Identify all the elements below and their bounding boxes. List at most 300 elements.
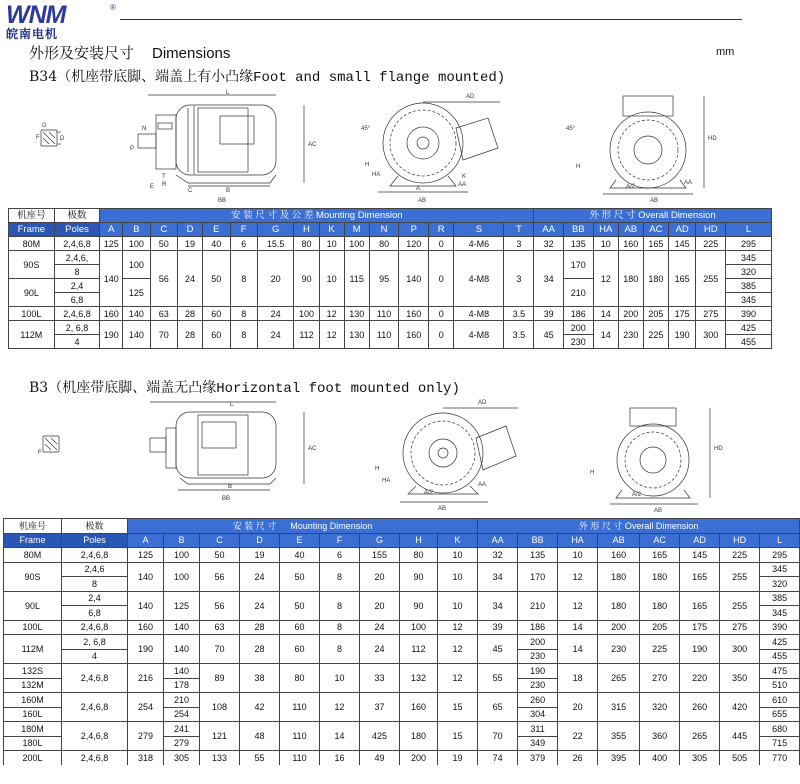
value-b: 140: [123, 321, 150, 349]
value-ad: 175: [668, 307, 695, 321]
row-90s-a: [9, 251, 772, 265]
frame-cell: 90L: [9, 279, 55, 307]
label-c: C: [188, 188, 193, 194]
poles-cell: 8: [62, 577, 128, 592]
value-l: 345: [760, 606, 800, 621]
value-g: 33: [360, 664, 400, 693]
value-aa: 32: [534, 237, 564, 251]
label-ad-b3: AD: [478, 400, 487, 406]
value-ac: 360: [640, 722, 680, 751]
row-160m-a: [4, 693, 800, 708]
value-g: 37: [360, 693, 400, 722]
value-bb: 304: [518, 707, 558, 722]
header-col-ab: AB: [598, 533, 640, 548]
value-a: 216: [128, 664, 164, 693]
value-l: 385: [726, 279, 772, 293]
value-m: 130: [344, 307, 369, 321]
value-c: 56: [200, 562, 240, 591]
value-e: 40: [280, 548, 320, 563]
b3-keyway-detail: [38, 436, 59, 456]
label-ad: AD: [466, 94, 475, 100]
header-col-c: C: [150, 223, 177, 237]
frame-cell: 90S: [9, 251, 55, 279]
value-k: 10: [438, 591, 478, 620]
value-l: 390: [760, 620, 800, 635]
value-d: 28: [240, 620, 280, 635]
value-ha: 12: [593, 251, 618, 307]
value-b: 140: [164, 635, 200, 664]
value-e: 110: [280, 751, 320, 765]
value-b: 125: [123, 279, 150, 307]
value-c: 50: [150, 237, 177, 251]
label-hd-b3: HD: [714, 446, 723, 452]
value-k: 10: [319, 237, 344, 251]
value-f: 8: [230, 307, 257, 321]
b34-front-view-top-box: [566, 96, 717, 204]
value-f: 6: [230, 237, 257, 251]
value-g: 425: [360, 722, 400, 751]
value-k: 10: [438, 562, 478, 591]
page-title-en: Dimensions: [152, 45, 231, 62]
header-col-hd: HD: [720, 533, 760, 548]
value-ac: 205: [643, 307, 668, 321]
label-h-b3-2: H: [590, 470, 595, 476]
value-ac: 180: [643, 251, 668, 307]
value-hd: 420: [720, 693, 760, 722]
label-ac-b3: AC: [308, 446, 317, 452]
value-d: 19: [240, 548, 280, 563]
value-a: 254: [128, 693, 164, 722]
header-col-d: D: [240, 533, 280, 548]
value-e: 110: [280, 722, 320, 751]
poles-cell: 2, 6,8: [54, 321, 100, 335]
value-ad: 175: [680, 620, 720, 635]
value-ha: 10: [558, 548, 598, 563]
value-aa: 65: [478, 693, 518, 722]
value-bb: 200: [563, 321, 593, 335]
header-row-2: [9, 223, 772, 237]
value-l: 770: [760, 751, 800, 765]
value-p: 160: [399, 321, 429, 349]
value-l: 295: [760, 548, 800, 563]
value-bb: 379: [518, 751, 558, 765]
value-aa: 45: [534, 321, 564, 349]
value-l: 455: [760, 649, 800, 664]
label-k: K: [462, 174, 467, 180]
unit-label: mm: [716, 46, 735, 58]
value-ac: 165: [640, 548, 680, 563]
poles-cell: 2,4,6,8: [54, 307, 100, 321]
header-poles-cn: 极数: [62, 519, 128, 534]
frame-cell: 80M: [4, 548, 62, 563]
label-ab-2: AB: [650, 198, 659, 204]
value-h: 100: [400, 620, 438, 635]
value-l: 610: [760, 693, 800, 708]
header-col-ad: AD: [680, 533, 720, 548]
section1-title-cn: B34（机座带底脚、端盖上有小凸缘: [29, 69, 254, 85]
header-mounting-dimension: 安 装 尺 寸 及 公 差 Mounting Dimension: [100, 209, 534, 223]
value-k: 10: [319, 251, 344, 307]
frame-cell: 160L: [4, 707, 62, 722]
value-r: 0: [429, 321, 454, 349]
value-d: 55: [240, 751, 280, 765]
value-d: 28: [240, 635, 280, 664]
header-col-m: M: [344, 223, 369, 237]
b3-drawings: [38, 398, 798, 516]
frame-cell: 132M: [4, 678, 62, 693]
value-m: 130: [344, 321, 369, 349]
value-e: 50: [280, 562, 320, 591]
frame-cell: 180M: [4, 722, 62, 737]
label-d: D: [60, 136, 65, 142]
value-k: 12: [438, 664, 478, 693]
header-col-f: F: [320, 533, 360, 548]
value-ha: 20: [558, 693, 598, 722]
header-col-a: A: [100, 223, 123, 237]
value-e: 60: [203, 307, 230, 321]
value-h: 80: [294, 237, 319, 251]
value-b: 178: [164, 678, 200, 693]
label-b-b3: B: [228, 484, 233, 490]
b34-keyway-detail: [36, 123, 65, 146]
header-col-p: P: [399, 223, 429, 237]
value-g: 15.5: [257, 237, 294, 251]
header-col-r: R: [429, 223, 454, 237]
label-a2: A/2: [626, 184, 636, 190]
header-frame: Frame: [9, 223, 55, 237]
value-h: 80: [400, 548, 438, 563]
header-col-h: H: [400, 533, 438, 548]
value-t: 3: [504, 237, 534, 251]
value-b: 140: [164, 664, 200, 679]
header-rule: [120, 19, 742, 20]
value-ad: 190: [680, 635, 720, 664]
value-hd: 350: [720, 664, 760, 693]
value-ad: 305: [680, 751, 720, 765]
label-ha-b3: HA: [382, 478, 391, 484]
row-100l: [9, 307, 772, 321]
value-c: 121: [200, 722, 240, 751]
poles-cell: 2,4,6,8: [62, 664, 128, 693]
value-a: 160: [128, 620, 164, 635]
value-hd: 255: [696, 251, 726, 307]
value-k: 15: [438, 693, 478, 722]
value-d: 24: [177, 251, 202, 307]
value-aa: 45: [478, 635, 518, 664]
value-c: 70: [200, 635, 240, 664]
value-ha: 12: [558, 591, 598, 620]
value-hd: 275: [720, 620, 760, 635]
label-l-b3: L: [230, 402, 234, 408]
header-row-2: [4, 533, 800, 548]
value-h: 100: [294, 307, 319, 321]
value-d: 19: [177, 237, 202, 251]
value-k: 12: [438, 635, 478, 664]
header-col-b: B: [123, 223, 150, 237]
label-a2-b3-2: A/2: [632, 492, 642, 498]
brand-logo: WNM: [6, 1, 66, 29]
value-d: 28: [177, 321, 202, 349]
value-e: 60: [203, 321, 230, 349]
label-aa-b3: AA: [478, 482, 487, 488]
b34-drawings: [38, 88, 798, 206]
value-aa: 55: [478, 664, 518, 693]
value-l: 425: [760, 635, 800, 650]
value-b: 100: [164, 548, 200, 563]
value-f: 8: [320, 620, 360, 635]
value-b: 305: [164, 751, 200, 765]
header-col-a: A: [128, 533, 164, 548]
value-ac: 225: [643, 321, 668, 349]
value-b: 210: [164, 693, 200, 708]
header-col-s: S: [454, 223, 504, 237]
value-bb: 349: [518, 736, 558, 751]
b34-front-view: [361, 94, 500, 204]
value-s: 4-M8: [454, 251, 504, 307]
value-ha: 14: [558, 635, 598, 664]
value-r: 0: [429, 251, 454, 307]
value-h: 180: [400, 722, 438, 751]
value-ab: 160: [598, 548, 640, 563]
value-l: 510: [760, 678, 800, 693]
value-p: 140: [399, 251, 429, 307]
label-a2-b3: A/2: [424, 490, 434, 496]
poles-cell: 6,8: [54, 293, 100, 307]
value-bb: 210: [518, 591, 558, 620]
row-132s-a: [4, 664, 800, 679]
label-f: F: [36, 135, 40, 141]
value-r: 0: [429, 307, 454, 321]
header-col-ac: AC: [640, 533, 680, 548]
value-c: 50: [200, 548, 240, 563]
value-bb: 190: [518, 664, 558, 679]
value-h: 160: [400, 693, 438, 722]
value-m: 115: [344, 251, 369, 307]
header-col-k: K: [438, 533, 478, 548]
header-col-ac: AC: [643, 223, 668, 237]
value-ac: 270: [640, 664, 680, 693]
value-aa: 74: [478, 751, 518, 765]
label-n: N: [142, 126, 147, 132]
page-title: [29, 42, 230, 63]
value-e: 80: [280, 664, 320, 693]
value-l: 345: [760, 562, 800, 577]
value-hd: 505: [720, 751, 760, 765]
poles-cell: 2,4: [54, 279, 100, 293]
value-ha: 14: [593, 321, 618, 349]
value-ad: 145: [668, 237, 695, 251]
header-col-e: E: [280, 533, 320, 548]
value-n: 80: [369, 237, 399, 251]
label-45: 45°: [361, 126, 371, 132]
label-ab-b3-2: AB: [654, 508, 663, 514]
value-l: 385: [760, 591, 800, 606]
value-g: 24: [360, 620, 400, 635]
b34-dimension-table: [8, 208, 772, 349]
value-ac: 400: [640, 751, 680, 765]
value-f: 6: [320, 548, 360, 563]
value-f: 14: [320, 722, 360, 751]
value-e: 50: [203, 251, 230, 307]
value-a: 190: [128, 635, 164, 664]
value-s: 4-M8: [454, 321, 504, 349]
value-b: 279: [164, 736, 200, 751]
header-mounting-dimension: [128, 519, 478, 534]
header-col-ha: HA: [593, 223, 618, 237]
frame-cell: 112M: [4, 635, 62, 664]
row-100l: [4, 620, 800, 635]
header-poles-cn: 极数: [54, 209, 100, 223]
value-d: 28: [177, 307, 202, 321]
value-p: 160: [399, 307, 429, 321]
label-ab-b3: AB: [438, 506, 447, 512]
header-col-aa: AA: [478, 533, 518, 548]
b3-dimension-table: [3, 518, 800, 765]
value-ac: 205: [640, 620, 680, 635]
value-f: 12: [320, 693, 360, 722]
value-ab: 160: [618, 237, 643, 251]
row-80m: [9, 237, 772, 251]
value-f: 8: [230, 321, 257, 349]
label-aa: AA: [458, 182, 467, 188]
value-e: 110: [280, 693, 320, 722]
poles-cell: 2,4: [62, 591, 128, 606]
value-s: 4-M8: [454, 307, 504, 321]
label-45-2: 45°: [566, 126, 576, 132]
value-bb: 170: [563, 251, 593, 279]
value-c: 63: [200, 620, 240, 635]
value-h: 200: [400, 751, 438, 765]
value-ad: 165: [680, 591, 720, 620]
value-k: 12: [319, 307, 344, 321]
value-hd: 225: [696, 237, 726, 251]
value-g: 24: [360, 635, 400, 664]
value-b: 100: [123, 251, 150, 279]
header-row-1: [9, 209, 772, 223]
value-c: 89: [200, 664, 240, 693]
header-col-f: F: [230, 223, 257, 237]
value-t: 3.5: [504, 321, 534, 349]
value-c: 63: [150, 307, 177, 321]
value-c: 133: [200, 751, 240, 765]
b3-front-view-top-box: [590, 408, 723, 514]
value-g: 20: [257, 251, 294, 307]
label-t: T: [162, 174, 166, 180]
row-200l: [4, 751, 800, 765]
value-h: 90: [294, 251, 319, 307]
value-h: 112: [294, 321, 319, 349]
section1-title-en: Foot and small flange mounted): [253, 70, 506, 86]
label-aa-2: AA: [684, 180, 693, 186]
header-col-g: G: [257, 223, 294, 237]
header-overall-dimension: 外 形 尺 寸 Overall Dimension: [478, 519, 800, 534]
value-hd: 300: [696, 321, 726, 349]
value-ha: 26: [558, 751, 598, 765]
value-ad: 265: [680, 722, 720, 751]
value-ab: 230: [598, 635, 640, 664]
header-frame-cn: 机座号: [4, 519, 62, 534]
value-n: 110: [369, 307, 399, 321]
value-b: 254: [164, 707, 200, 722]
brand-block: [6, 2, 116, 42]
value-ab: 315: [598, 693, 640, 722]
value-ad: 165: [680, 562, 720, 591]
frame-cell: 90S: [4, 562, 62, 591]
value-bb: 230: [518, 649, 558, 664]
value-ha: 12: [558, 562, 598, 591]
header-col-h: H: [294, 223, 319, 237]
value-e: 60: [280, 635, 320, 664]
brand-name-cn: 皖南电机: [6, 27, 59, 41]
row-80m: [4, 548, 800, 563]
frame-cell: 112M: [9, 321, 55, 349]
header-col-g: G: [360, 533, 400, 548]
header-poles: Poles: [54, 223, 100, 237]
header-col-c: C: [200, 533, 240, 548]
value-l: 390: [726, 307, 772, 321]
label-ac: AC: [308, 142, 317, 148]
value-l: 655: [760, 707, 800, 722]
row-112m-a: [4, 635, 800, 650]
header-frame: Frame: [4, 533, 62, 548]
value-e: 40: [203, 237, 230, 251]
value-k: 10: [438, 548, 478, 563]
value-g: 20: [360, 591, 400, 620]
value-a: 140: [128, 591, 164, 620]
value-ha: 22: [558, 722, 598, 751]
label-h: H: [365, 162, 370, 168]
value-ac: 320: [640, 693, 680, 722]
value-ad: 190: [668, 321, 695, 349]
poles-cell: 4: [54, 335, 100, 349]
value-n: 110: [369, 321, 399, 349]
value-g: 24: [257, 307, 294, 321]
value-c: 56: [150, 251, 177, 307]
value-k: 12: [319, 321, 344, 349]
value-g: 20: [360, 562, 400, 591]
value-l: 475: [760, 664, 800, 679]
value-ad: 165: [668, 251, 695, 307]
value-bb: 186: [518, 620, 558, 635]
value-aa: 32: [478, 548, 518, 563]
frame-cell: 100L: [4, 620, 62, 635]
value-g: 49: [360, 751, 400, 765]
value-ab: 355: [598, 722, 640, 751]
b3-side-view: [150, 402, 317, 502]
header-col-hd: HD: [696, 223, 726, 237]
value-b: 140: [164, 620, 200, 635]
value-e: 50: [280, 591, 320, 620]
value-bb: 170: [518, 562, 558, 591]
value-ab: 395: [598, 751, 640, 765]
value-b: 125: [164, 591, 200, 620]
value-ha: 10: [593, 237, 618, 251]
frame-cell: 200L: [4, 751, 62, 765]
header-col-d: D: [177, 223, 202, 237]
value-l: 320: [760, 577, 800, 592]
value-k: 19: [438, 751, 478, 765]
poles-cell: 2,4,6: [62, 562, 128, 577]
value-ab: 265: [598, 664, 640, 693]
poles-cell: 6,8: [62, 606, 128, 621]
frame-cell: 90L: [4, 591, 62, 620]
value-m: 100: [344, 237, 369, 251]
label-ha: HA: [372, 172, 381, 178]
label-g: G: [42, 123, 47, 129]
poles-cell: 2,4,6,8: [62, 548, 128, 563]
header-col-b: B: [164, 533, 200, 548]
label-hd: HD: [708, 136, 717, 142]
